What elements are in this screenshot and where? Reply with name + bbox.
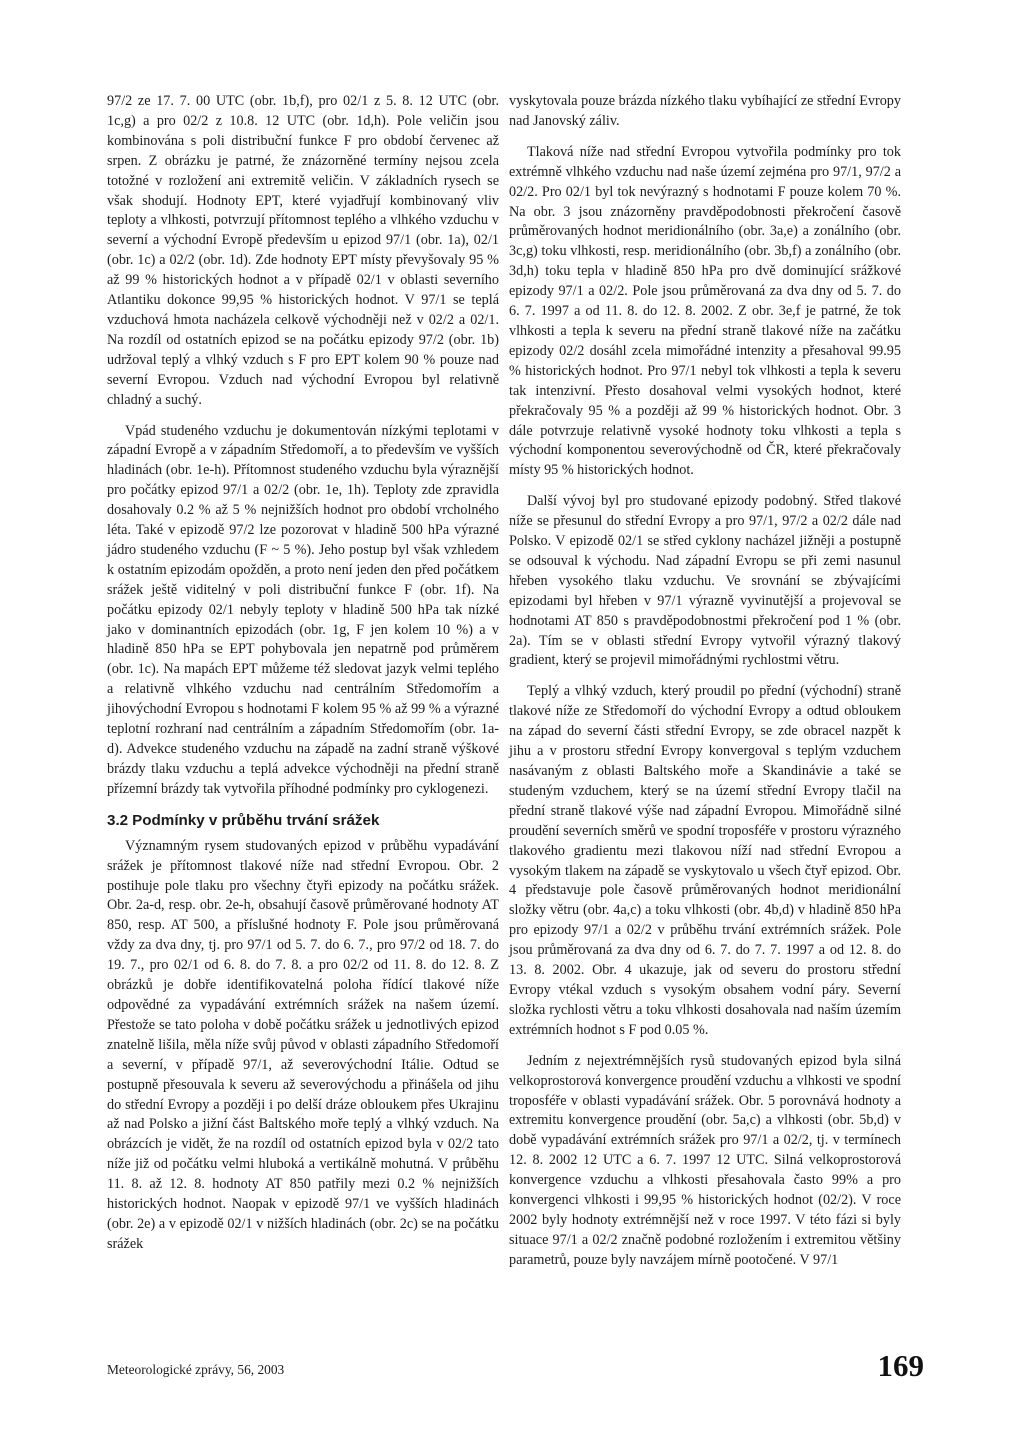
paragraph: 97/2 ze 17. 7. 00 UTC (obr. 1b,f), pro 02/1 z 5. 8. 12 UTC (obr. 1c,g) a pro 02/2 z 10.8. 12 UTC (obr. 1d,h). Pole veličin jsou kombinována s poli distribuční funkce F pro období červenec až srpen. Z obrázku je patrné, že znázorněné termíny nejsou zcela totožné v rozložení ani extremitě veličin. V základních rysech se však shodují. Hodnoty EPT, které vyjadřují kombinovaný vliv teploty a vlhkosti, potvrzují přítomnost teplého a vlhkého vzduchu v severní a východní Evropě především u epizod 97/1 (obr. 1a), 02/1 (obr. 1c) a 02/2 (obr. 1d). Zde hodnoty EPT místy převyšovaly 95 % až 99 % historických hodnot a v případě 02/1 v oblasti severního Atlantiku dokonce 99,95 % historických hodnot. V 97/1 se teplá vzduchová hmota nacházela celkově východněji než v 02/2 a 02/1. Na rozdíl od ostatních epizod se na počátku epizody 97/2 (obr. 1b) udržoval teplý a vlhký vzduch s F pro EPT kolem 90 % pouze nad severní Evropou. Vzduch nad východní Evropou byl relativně chladný a suchý. — [107, 93, 499, 408]
right-column — [509, 92, 901, 1271]
paragraph: vyskytovala pouze brázda nízkého tlaku vybíhající ze střední Evropy nad Janovský záliv. — [509, 93, 901, 129]
paragraph: Teplý a vlhký vzduch, který proudil po přední (východní) straně tlakové níže ze Středomoří do východní Evropy a odtud obloukem na západ do severní části střední Evropy, se zde obracel nazpět k jihu a v prostoru střední Evropy konvergoval s teplým vzduchem nasávaným z oblasti Baltského moře a Skandinávie a také se studeným vzduchem, který se na území střední Evropy tlačil na přední straně tlakové výše nad západní Evropou. Mimořádně silné proudění severních směrů ve spodní troposféře v prostoru výrazného tlakového gradientu mezi tlakovou níží nad střední Evropou a vysokým tlakem na západě se vyskytovalo u všech čtyř epizod. Obr. 4 představuje pole časově průměrovaných hodnot meridionální složky větru (obr. 4a,c) a toku vlhkosti (obr. 4b,d) v hladině 850 hPa pro epizody 97/1 a 02/2 v průběhu trvání extrémních srážek. Pole jsou průměrovaná za dva dny od 6. 7. do 7. 7. 1997 a od 12. 8. do 13. 8. 2002. Obr. 4 ukazuje, jak od severu do prostoru střední Evropy vtékal vzduch s vysokým obsahem vodní páry. Severní složka rychlosti větru a toku vlhkosti dosahovala nad naším územím extrémních hodnot s F pod 0.05 %. — [509, 683, 901, 1038]
left-column — [107, 92, 499, 1255]
paragraph: Významným rysem studovaných epizod v průběhu vypadávání srážek je přítomnost tlakové níže nad střední Evropou. Obr. 2 postihuje pole tlaku pro všechny čtyři epizody na počátku srážek. Obr. 2a-d, resp. obr. 2e-h, obsahují časově průměrované hodnoty AT 850, resp. AT 500, a příslušné hodnoty F. Pole jsou průměrovaná vždy za dva dny, tj. pro 97/1 od 5. 7. do 6. 7., pro 97/2 od 18. 7. do 19. 7., pro 02/1 od 6. 8. do 7. 8. a pro 02/2 od 11. 8. do 12. 8. Z obrázků je dobře identifikovatelná poloha řídící tlakové níže odpovědné za vypadávání extrémních srážek na našem území. Přestože se tato poloha v době počátku srážek u jednotlivých epizod znatelně lišila, měla níže svůj původ v oblasti západního Středomoří a severní, v případě 97/1, až severovýchodní Itálie. Odtud se postupně přesouvala k severu až severovýchodu a přinášela od jihu do střední Evropy a později i po delší dráze obloukem přes Ukrajinu až nad Polsko a jižní část Baltského moře teplý a vlhký vzduch. Na obrázcích je vidět, že na rozdíl od ostatních epizod byla v 02/2 tato níže již od počátku velmi hluboká a vertikálně mohutná. V průběhu 11. 8. až 12. 8. hodnoty AT 850 patřily mezi 0.2 % nejnižších historických hodnot. Naopak v epizodě 97/1 ve vyšších hladinách (obr. 2e) a v epizodě 02/1 v nižších hladinách (obr. 2c) se na počátku srážek — [107, 837, 499, 1252]
journal-citation: Meteorologické zprávy, 56, 2003 — [107, 1362, 285, 1377]
paragraph: Jedním z nejextrémnějších rysů studovaných epizod byla silná velkoprostorová konvergence proudění vzduchu a vlhkosti ve spodní troposféře v oblasti vypadávání srážek. Obr. 5 porovnává hodnoty a extremitu konvergence proudění (obr. 5a,c) a vlhkosti (obr. 5b,d) v době vypadávání extrémních srážek pro 97/1 a 02/2, tj. v termínech 12. 8. 2002 12 UTC a 6. 7. 1997 12 UTC. Silná velkoprostorová konvergence vzduchu a vlhkosti přesahovala často 99% a pro konvergenci vlhkosti i 99,95 % historických hodnot (02/2). V roce 2002 byly hodnoty extrémnější než v roce 1997. V této fázi si byly situace 97/1 a 02/2 značně podobné rozložením i extremitou většiny parametrů, pouze byly navzájem mírně pootočené. V 97/1 — [509, 1052, 901, 1268]
section-number: 3.2 — [107, 811, 129, 829]
paragraph: Tlaková níže nad střední Evropou vytvořila podmínky pro tok extrémně vlhkého vzduchu nad naše území zejména pro 97/1, 97/2 a 02/2. Pro 02/1 byl tok nevýrazný s hodnotami F pouze kolem 70 %. Na obr. 3 jsou znázorněny pravděpodobnosti překročení časově průměrovaných hodnot meridionálního (obr. 3a,e) a zonálního (obr. 3c,g) toku vlhkosti, resp. meridionálního (obr. 3b,f) a zonálního (obr. 3d,h) toku tepla v hladině 850 hPa pro dvě dominující srážkové epizody 97/1 a 02/2. Pole jsou průměrovaná za dva dny od 5. 7. do 6. 7. 1997 a od 11. 8. do 12. 8. 2002. Z obr. 3e,f je patrné, že tok vlhkosti a tepla k severu na přední straně tlakové níže na začátku epizody 02/2 dosáhl zcela mimořádné intenzity a přesahoval 99.95 % historických hodnot. Pro 97/1 nebyl tok vlhkosti a tepla k severu tak intenzivní. Přesto dosahoval velmi vysokých hodnot, které překračovaly 95 % a později až 99 % historických hodnot. Obr. 3 dále potvrzuje relativně vysoké hodnoty toku vlhkosti a tepla s východní komponentou severovýchodně od ČR, které překračovaly místy 95 % historických hodnot. — [509, 143, 901, 479]
paragraph: Vpád studeného vzduchu je dokumentován nízkými teplotami v západní Evropě a v západním Středomoří, a to především ve vyšších hladinách (obr. 1e-h). Přítomnost studeného vzduchu byla výraznější pro počátky epizod 97/1 a 02/2 (obr. 1e, 1h). Teploty zde zpravidla dosahovaly 0.2 % až 5 % nejnižších hodnot pro období vrcholného léta. Také v epizodě 97/2 lze pozorovat v hladině 500 hPa výrazné jádro studeného vzduchu (F ~ 5 %). Jeho postup byl však vzhledem k ostatním epizodám opožděn, a proto není jeden den před počátkem srážek ještě viditelný v poli distribuční funkce F (obr. 1f). Na počátku epizody 02/1 nebyly teploty v hladině 500 hPa tak nízké jako v dominantních epizodách (obr. 1g, F jen kolem 10 %) a v hladině 850 hPa se EPT pohybovala jen nepatrně pod průměrem (obr. 1c). Na mapách EPT můžeme též sledovat jazyk velmi teplého a relativně vlhkého vzduchu nad centrálním Středomořím a jihovýchodní Evropou s hodnotami F kolem 95 % až 99 % a výrazné teplotní rozhraní nad centrálním a západním Středomořím (obr. 1a-d). Advekce studeného vzduchu na západě na zadní straně výškové brázdy tlaku vzduchu a teplá advekce východněji na přední straně přízemní brázdy tak vytvořila příhodné podmínky pro cyklogenezi. — [107, 422, 499, 797]
page-number: 169 — [877, 1348, 924, 1383]
section-heading — [107, 811, 499, 831]
paragraph: Další vývoj byl pro studované epizody podobný. Střed tlakové níže se přesunul do střední Evropy a pro 97/1, 97/2 a 02/2 dále nad Polsko. V epizodě 02/1 se střed cyklony nacházel jižněji a postupně se odsouval k východu. Nad západní Evropu se při zemi nasunul hřeben vysokého tlaku vzduchu. Ve srovnání se zbývajícími epizodami byl hřeben v 97/1 výrazně vyvinutější a projevoval se hodnotami AT 850 s pravděpodobnostmi překročení pod 1 % (obr. 2a). Tím se v oblasti střední Evropy vytvořil výrazný tlakový gradient, který se projevil mimořádnými rychlostmi větru. — [509, 493, 901, 669]
section-title: Podmínky v průběhu trvání srážek — [132, 811, 380, 829]
